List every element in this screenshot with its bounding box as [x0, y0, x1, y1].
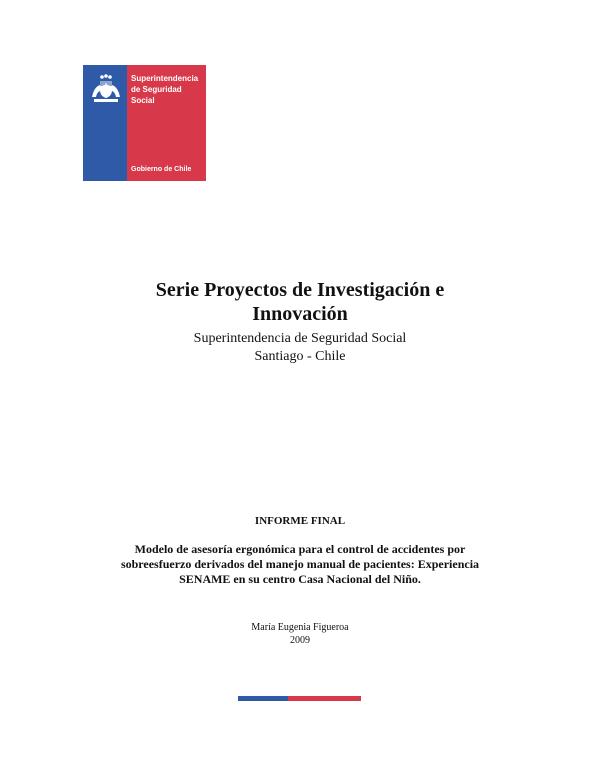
- superintendencia-logo: [83, 65, 206, 181]
- author-name: María Eugenia Figueroa: [251, 622, 349, 633]
- logo-text-line-2: de Seguridad: [131, 85, 182, 94]
- publication-year: 2009: [290, 635, 310, 646]
- report-title-line-1: Modelo de asesoría ergonómica para el control de accidentes por: [134, 542, 466, 556]
- report-title: [100, 542, 500, 587]
- series-title: [0, 278, 600, 326]
- logo-blue-panel: [83, 65, 127, 181]
- logo-red-panel: [127, 65, 206, 181]
- flag-bar-red: [288, 696, 361, 701]
- location-text: Santiago - Chile: [254, 349, 346, 364]
- coat-of-arms-icon: [88, 73, 124, 105]
- report-title-line-3: SENAME en su centro Casa Nacional del Niño.: [179, 572, 421, 586]
- series-title-line-2: Innovación: [252, 303, 348, 325]
- logo-text-line-1: Superintendencia: [131, 74, 199, 83]
- logo-footer-text: Gobierno de Chile: [131, 166, 192, 173]
- report-title-line-2: sobreesfuerzo derivados del manejo manual de pacientes: Experiencia: [120, 557, 480, 571]
- institution-name: Superintendencia de Seguridad Social: [193, 331, 407, 346]
- report-type-label: INFORME FINAL: [254, 515, 346, 527]
- logo-text-line-3: Social: [131, 96, 155, 105]
- flag-color-bar: [238, 696, 361, 701]
- flag-bar-blue: [238, 696, 288, 701]
- series-title-line-1: Serie Proyectos de Investigación e: [155, 279, 445, 301]
